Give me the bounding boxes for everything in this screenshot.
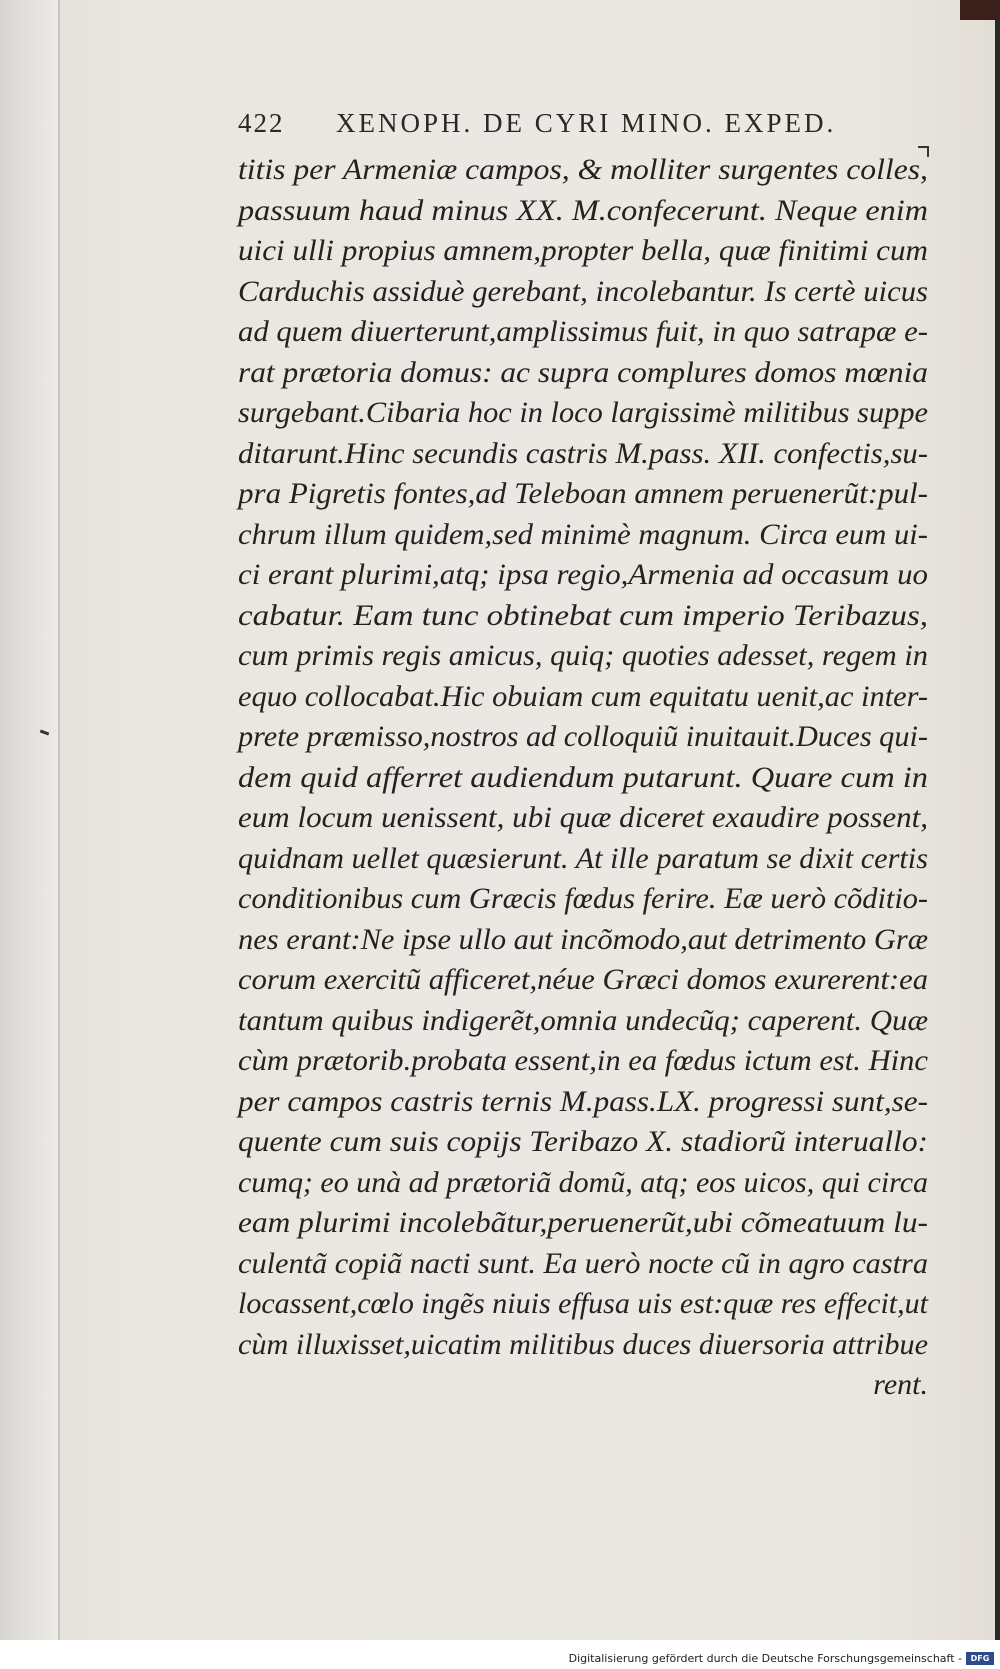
text-line: [238, 758, 928, 799]
text-line: [238, 1325, 928, 1366]
text-line-content: tantum quibus indigerẽt,omnia undecũq; caperent. Quæ: [238, 1003, 929, 1037]
text-line-content: ad quem diuerterunt,amplissimus fuit, in quo satrapæ e-: [238, 315, 929, 348]
text-line-content: corum exercitũ afficeret,néue Græci domos exurerent:ea: [238, 963, 928, 996]
text-line: [238, 272, 928, 313]
text-line: [238, 555, 928, 596]
text-line-content: equo collocabat.Hic obuiam cum equitatu uenit,ac inter-: [238, 679, 928, 713]
text-line: [238, 960, 928, 1001]
text-line-content: passuum haud minus XX. M.confecerunt. Neque enim: [238, 193, 929, 227]
text-line-content: quente cum suis copijs Teribazo X. stadiorũ interuallo:: [238, 1125, 928, 1158]
text-line: [238, 312, 928, 353]
text-line: [238, 717, 928, 758]
text-line-content: cabatur. Eam tunc obtinebat cum imperio Teribazus,: [238, 598, 929, 632]
left-binding-margin: [0, 0, 58, 1640]
text-line-content: eam plurimi incolebãtur,peruenerũt,ubi cõmeatuum lu-: [238, 1206, 928, 1239]
text-line-content: ci erant plurimi,atq; ipsa regio,Armenia ad occasum uo: [238, 558, 929, 591]
running-head: [238, 108, 878, 142]
text-line: [238, 434, 928, 475]
corner-mark: [918, 146, 929, 157]
text-line: [238, 1163, 928, 1204]
text-line-content: Carduchis assiduè gerebant, incolebantur. Is certè uicus: [238, 274, 929, 308]
text-line-content: nes erant:Ne ipse ullo aut incõmodo,aut detrimento Græ: [238, 922, 929, 956]
text-line-content: cum primis regis amicus, quiq; quoties adesset, regem in: [238, 639, 928, 672]
footer-credit: Digitalisierung gefördert durch die Deutsche Forschungsgemeinschaft -: [568, 1652, 962, 1665]
text-line: [238, 1041, 928, 1082]
text-line-content: locassent,cœlo ingẽs niuis effusa uis est:quæ res effecit,ut: [238, 1287, 929, 1320]
text-line-content: ditarunt.Hinc secundis castris M.pass. XII. confectis,su-: [238, 436, 929, 470]
text-line: [238, 191, 928, 232]
text-line: [238, 879, 928, 920]
text-body: [238, 150, 928, 1406]
text-line: [238, 231, 928, 272]
text-line-content: chrum illum quidem,sed minimè magnum. Circa eum ui-: [238, 517, 928, 551]
text-line: [238, 1365, 928, 1406]
text-line-content: rent.: [873, 1368, 928, 1401]
text-line-content: surgebant.Cibaria hoc in loco largissimè militibus suppe: [238, 396, 929, 429]
text-line-content: pra Pigretis fontes,ad Teleboan amnem peruenerũt:pul-: [238, 477, 929, 510]
text-line: [238, 515, 928, 556]
text-line-content: conditionibus cum Græcis fœdus ferire. Eæ uerò cõditio-: [238, 882, 929, 915]
text-line: [238, 150, 928, 191]
text-line: [238, 1082, 928, 1123]
text-line: [238, 393, 928, 434]
page-number: 422: [238, 108, 285, 138]
running-head-title: XENOPH. DE CYRI MINO. EXPED.: [336, 108, 837, 138]
text-line-content: cùm illuxisset,uicatim militibus duces diuersoria attribue: [238, 1327, 929, 1361]
text-line-content: eum locum uenissent, ubi quæ diceret exaudire possent,: [238, 801, 929, 834]
text-line: [238, 1122, 928, 1163]
text-line-content: dem quid afferret audiendum putarunt. Quare cum in: [238, 760, 929, 794]
text-line-content: rat prætoria domus: ac supra complures domos mœnia: [238, 355, 928, 389]
text-line: [238, 1001, 928, 1042]
text-line: [238, 474, 928, 515]
text-line: [238, 1244, 928, 1285]
text-line-content: prete præmisso,nostros ad colloquiũ inuitauit.Duces qui-: [238, 720, 928, 753]
text-line-content: per campos castris ternis M.pass.LX. progressi sunt,se-: [238, 1084, 928, 1118]
text-line-content: cumq; eo unà ad prætoriã domũ, atq; eos uicos, qui circa: [238, 1165, 929, 1199]
text-line: [238, 1284, 928, 1325]
text-line-content: cùm prætorib.probata essent,in ea fœdus ictum est. Hinc: [238, 1044, 928, 1077]
text-line: [238, 798, 928, 839]
text-line: [238, 1203, 928, 1244]
text-line: [238, 596, 928, 637]
text-line-content: titis per Armeniæ campos, & molliter surgentes colles,: [238, 153, 928, 186]
text-line-content: quidnam uellet quæsierunt. At ille paratum se dixit certis: [238, 841, 928, 875]
text-line-content: culentã copiã nacti sunt. Ea uerò nocte cũ in agro castra: [238, 1246, 928, 1280]
book-edge: [995, 0, 1000, 1640]
dfg-logo-icon: DFG: [966, 1652, 994, 1665]
text-line: [238, 920, 928, 961]
text-line: [238, 677, 928, 718]
text-line: [238, 839, 928, 880]
text-line: [238, 636, 928, 677]
binding-corner: [960, 0, 1000, 20]
text-line: [238, 353, 928, 394]
text-line-content: uici ulli propius amnem,propter bella, quæ finitimi cum: [238, 234, 928, 267]
